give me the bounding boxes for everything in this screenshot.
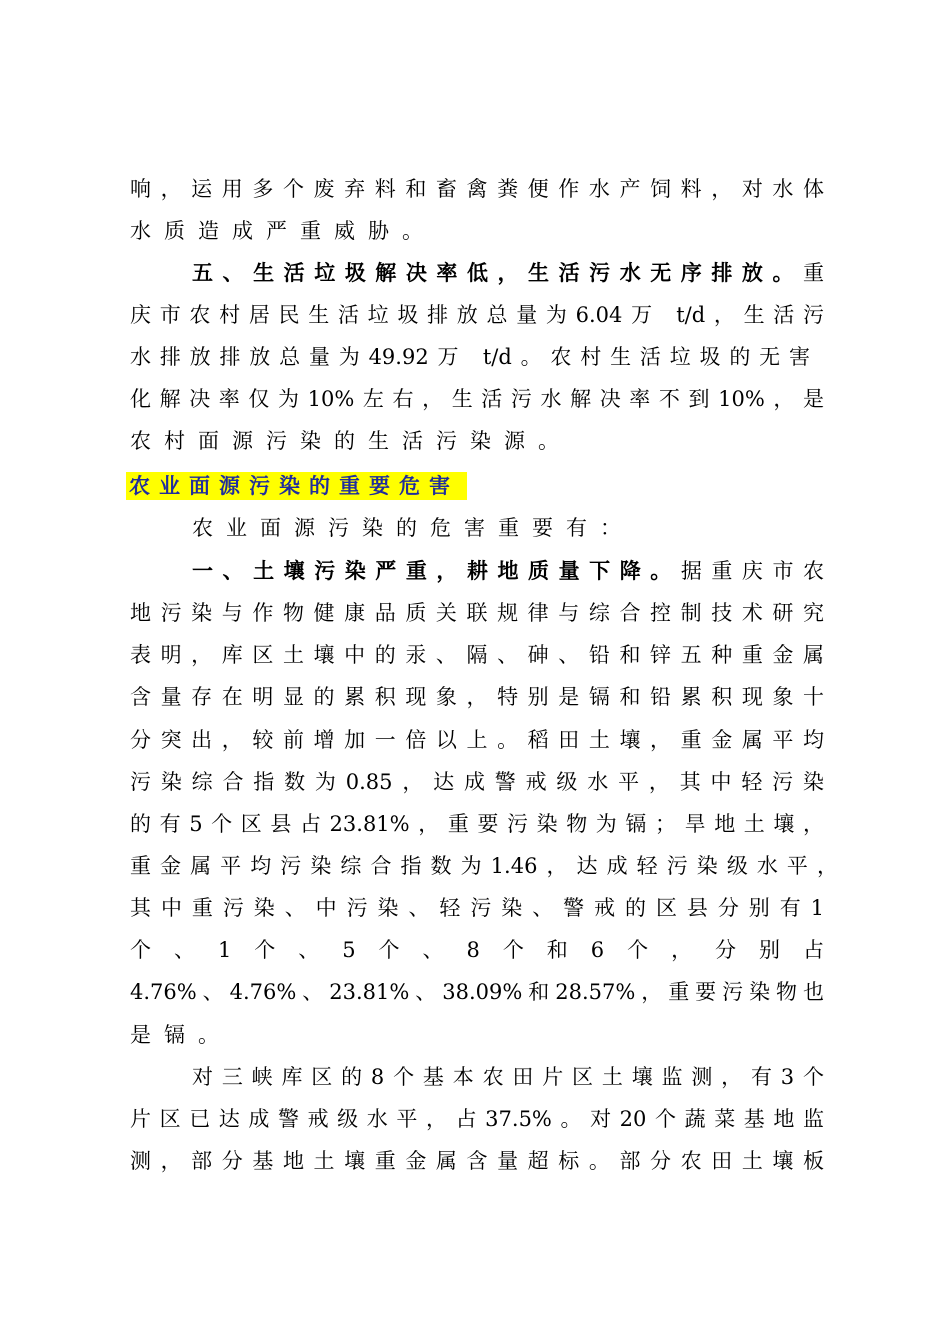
text-line: 测，部分基地土壤重金属含量超标。部分农田土壤板 <box>130 1149 824 1173</box>
text-line: 农业面源污染的危害重要有： <box>192 516 634 540</box>
text-line: 庆市农村居民生活垃圾排放总量为6.04万 t/d，生活污 <box>130 303 824 327</box>
text-line <box>192 557 824 585</box>
text-line: 地污染与作物健康品质关联规律与综合控制技术研究 <box>130 601 824 625</box>
text-line: 农村面源污染的生活污染源。 <box>130 429 572 453</box>
section-heading-5: 五、生活垃圾解决率低，生活污水无序排放。 <box>192 260 803 285</box>
text-line: 其中重污染、中污染、轻污染、警戒的区县分别有1 <box>130 896 824 920</box>
text-line <box>192 259 824 287</box>
text-line: 分突出，较前增加一倍以上。稻田土壤，重金属平均 <box>130 728 824 752</box>
text-line: 水质造成严重威胁。 <box>130 219 436 243</box>
text-line: 表明，库区土壤中的汞、隔、砷、铅和锌五种重金属 <box>130 643 824 667</box>
text-fragment: 据重庆市农 <box>680 559 825 583</box>
text-line: 化解决率仅为10%左右，生活污水解决率不到10%，是 <box>130 387 824 411</box>
text-line: 4.76%、4.76%、23.81%、38.09%和28.57%，重要污染物也 <box>130 980 824 1004</box>
text-fragment: 重 <box>803 261 824 285</box>
text-line: 的有5个区县占23.81%，重要污染物为镉；旱地土壤， <box>130 812 824 836</box>
text-line: 对三峡库区的8个基本农田片区土壤监测，有3个 <box>192 1065 824 1089</box>
section-heading-1: 一、土壤污染严重，耕地质量下降。 <box>192 558 681 583</box>
text-line: 是镉。 <box>130 1023 232 1047</box>
text-line: 污染综合指数为0.85，达成警戒级水平，其中轻污染 <box>130 770 824 794</box>
text-line: 水排放排放总量为49.92万 t/d。农村生活垃圾的无害 <box>130 345 810 369</box>
text-line: 响，运用多个废弃料和畜禽粪便作水产饲料，对水体 <box>130 177 824 201</box>
text-line: 含量存在明显的累积现象，特别是镉和铅累积现象十 <box>130 685 824 709</box>
text-line: 个、1个、5个、8个和6个，分别占 <box>130 938 824 962</box>
highlighted-heading: 农业面源污染的重要危害 <box>126 472 467 500</box>
text-line: 重金属平均污染综合指数为1.46，达成轻污染级水平， <box>130 854 838 878</box>
text-line: 片区已达成警戒级水平，占37.5%。对20个蔬菜基地监 <box>130 1107 824 1131</box>
